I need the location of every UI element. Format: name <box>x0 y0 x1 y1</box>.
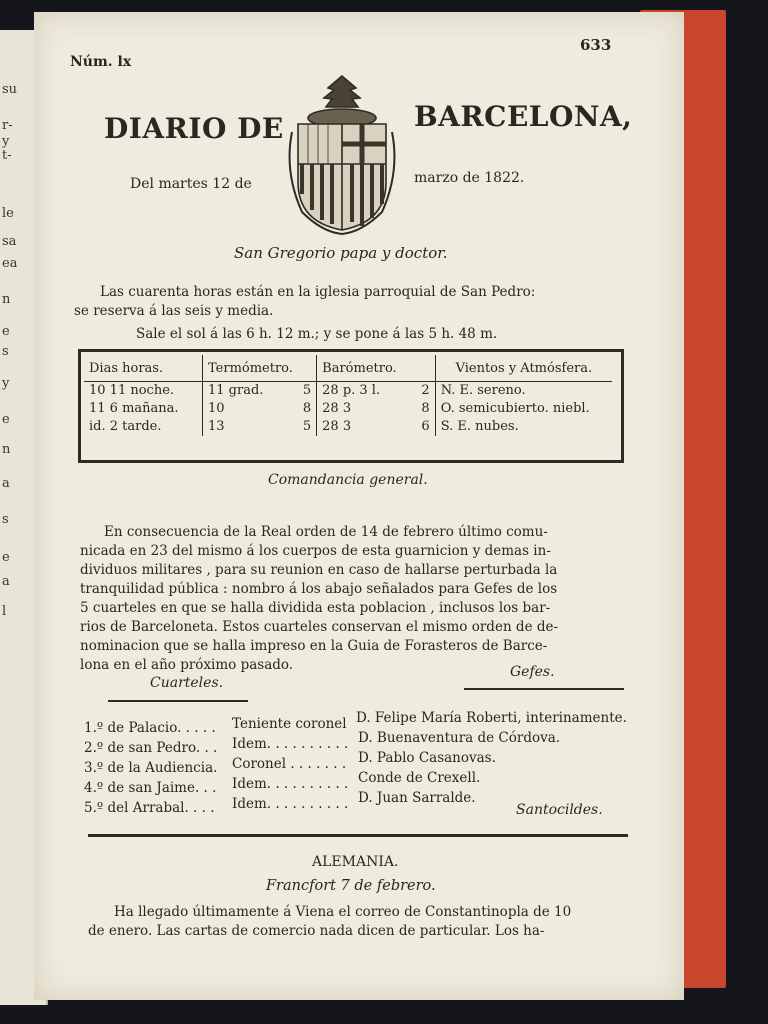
left-fragment-text: e <box>2 324 10 339</box>
left-fragment-text: le <box>2 206 14 221</box>
comandancia-line-1: En consecuencia de la Real orden de 14 de febrero último comu- <box>104 524 548 540</box>
cell-baro: 28 3 <box>322 401 352 416</box>
left-fragment-text: ea <box>2 256 18 271</box>
cell-dia: 10 11 noche. <box>84 382 203 401</box>
left-fragment-text: n <box>2 442 11 457</box>
barcelona-coat-of-arms-icon <box>282 72 402 241</box>
alemania-line-2: de enero. Las cartas de comercio nada dicen de particular. Los ha- <box>88 923 545 939</box>
left-fragment-text: a <box>2 574 10 589</box>
alemania-dateline: Francfort 7 de febrero. <box>266 878 436 894</box>
comandancia-line-8: lona en el año próximo pasado. <box>80 657 294 673</box>
cell-baro-n: 8 <box>410 400 436 418</box>
left-fragment-text: su <box>2 82 18 97</box>
left-fragment-text: l <box>2 604 7 619</box>
rango-1: Teniente coronel <box>232 716 347 732</box>
alemania-line-1: Ha llegado últimamente á Viena el correo de Constantinopla de 10 <box>114 904 572 920</box>
comandancia-line-5: 5 cuarteles en que se halla dividida esta poblacion , inclusos los bar- <box>80 600 551 616</box>
comandancia-line-2: nicada en 23 del mismo á los cuerpos de esta guarnicion y demas in- <box>80 543 551 559</box>
left-fragment-text: y <box>2 376 10 391</box>
alemania-heading: ALEMANIA. <box>312 854 399 870</box>
left-fragment-text: e <box>2 550 10 565</box>
cuartel-2: 2.º de san Pedro. . . <box>84 740 218 756</box>
cell-termo: 11 grad. <box>208 383 264 398</box>
gefe-2: D. Buenaventura de Córdova. <box>358 730 561 746</box>
rule-gefes <box>464 688 624 690</box>
date-right: marzo de 1822. <box>414 170 525 186</box>
rule-cuarteles <box>108 700 248 702</box>
left-fragment-text: s <box>2 512 9 527</box>
newspaper-page <box>34 12 684 1000</box>
table-row <box>84 400 612 418</box>
rango-2: Idem. . . . . . . . . . <box>232 736 349 752</box>
cell-termo: 10 <box>208 401 225 416</box>
weather-table <box>84 355 612 436</box>
left-fragment-text: s <box>2 344 9 359</box>
cuartel-4: 4.º de san Jaime. . . <box>84 780 217 796</box>
masthead-title-left: DIARIO DE <box>104 112 284 145</box>
forty-hours-line-1: Las cuarenta horas están en la iglesia parroquial de San Pedro: <box>100 284 536 300</box>
sun-times: Sale el sol á las 6 h. 12 m.; y se pone á las 5 h. 48 m. <box>136 326 498 342</box>
left-fragment-text: t- <box>2 148 12 163</box>
cuartel-1: 1.º de Palacio. . . . . <box>84 720 216 736</box>
gefe-1: D. Felipe María Roberti, interinamente. <box>356 710 627 726</box>
comandancia-line-6: rios de Barceloneta. Estos cuarteles conservan el mismo orden de de- <box>80 619 559 635</box>
cell-dia: 11 6 mañana. <box>84 400 203 418</box>
header-dias: Dias horas. <box>84 355 203 382</box>
cell-termo-n: 8 <box>291 400 316 418</box>
left-fragment-text: y <box>2 134 10 149</box>
issue-number: Núm. lx <box>70 54 132 70</box>
left-fragment-text: sa <box>2 234 17 249</box>
cuartel-3: 3.º de la Audiencia. <box>84 760 218 776</box>
rango-5: Idem. . . . . . . . . . <box>232 796 349 812</box>
gefe-3: D. Pablo Casanovas. <box>358 750 496 766</box>
cell-baro: 28 p. 3 l. <box>322 383 381 398</box>
cell-viento: N. E. sereno. <box>440 383 526 398</box>
left-fragment-text: e <box>2 412 10 427</box>
comandancia-line-3: dividuos militares , para su reunion en caso de hallarse perturbada la <box>80 562 558 578</box>
saint-of-day: San Gregorio papa y doctor. <box>234 244 448 262</box>
table-row <box>84 382 612 401</box>
comandancia-line-4: tranquilidad pública : nombro á los abajo señalados para Gefes de los <box>80 581 558 597</box>
cell-termo-n: 5 <box>291 418 316 436</box>
cell-baro: 28 3 <box>322 419 352 434</box>
cell-baro-n: 2 <box>410 382 436 401</box>
date-left: Del martes 12 de <box>130 176 252 192</box>
rango-3: Coronel . . . . . . . <box>232 756 347 772</box>
forty-hours-line-2: se reserva á las seis y media. <box>74 303 274 319</box>
gefe-5: D. Juan Sarralde. <box>358 790 476 806</box>
header-termometro: Termómetro. <box>203 355 317 382</box>
header-vientos: Vientos y Atmósfera. <box>435 355 612 382</box>
left-fragment-text: n <box>2 292 11 307</box>
masthead-title-right: BARCELONA, <box>414 100 633 133</box>
comandancia-heading: Comandancia general. <box>268 472 428 488</box>
gefe-4: Conde de Crexell. <box>358 770 481 786</box>
comandancia-line-7: nominacion que se halla impreso en la Guia de Forasteros de Barce- <box>80 638 548 654</box>
header-barometro: Barómetro. <box>317 355 436 382</box>
cell-viento: O. semicubierto. niebl. <box>440 401 590 416</box>
signature: Santocildes. <box>516 802 603 818</box>
cell-dia: id. 2 tarde. <box>84 418 203 436</box>
left-fragment-text: r- <box>2 118 13 133</box>
col-gefes: Gefes. <box>510 664 555 680</box>
col-cuarteles: Cuarteles. <box>150 675 224 691</box>
cuartel-5: 5.º del Arrabal. . . . <box>84 800 215 816</box>
section-divider <box>88 834 628 837</box>
cell-baro-n: 6 <box>410 418 436 436</box>
table-row <box>84 418 612 436</box>
cell-termo-n: 5 <box>291 382 316 401</box>
page-number: 633 <box>580 36 612 54</box>
rango-4: Idem. . . . . . . . . . <box>232 776 349 792</box>
cell-termo: 13 <box>208 419 225 434</box>
cell-viento: S. E. nubes. <box>440 419 519 434</box>
left-fragment-text: a <box>2 476 10 491</box>
